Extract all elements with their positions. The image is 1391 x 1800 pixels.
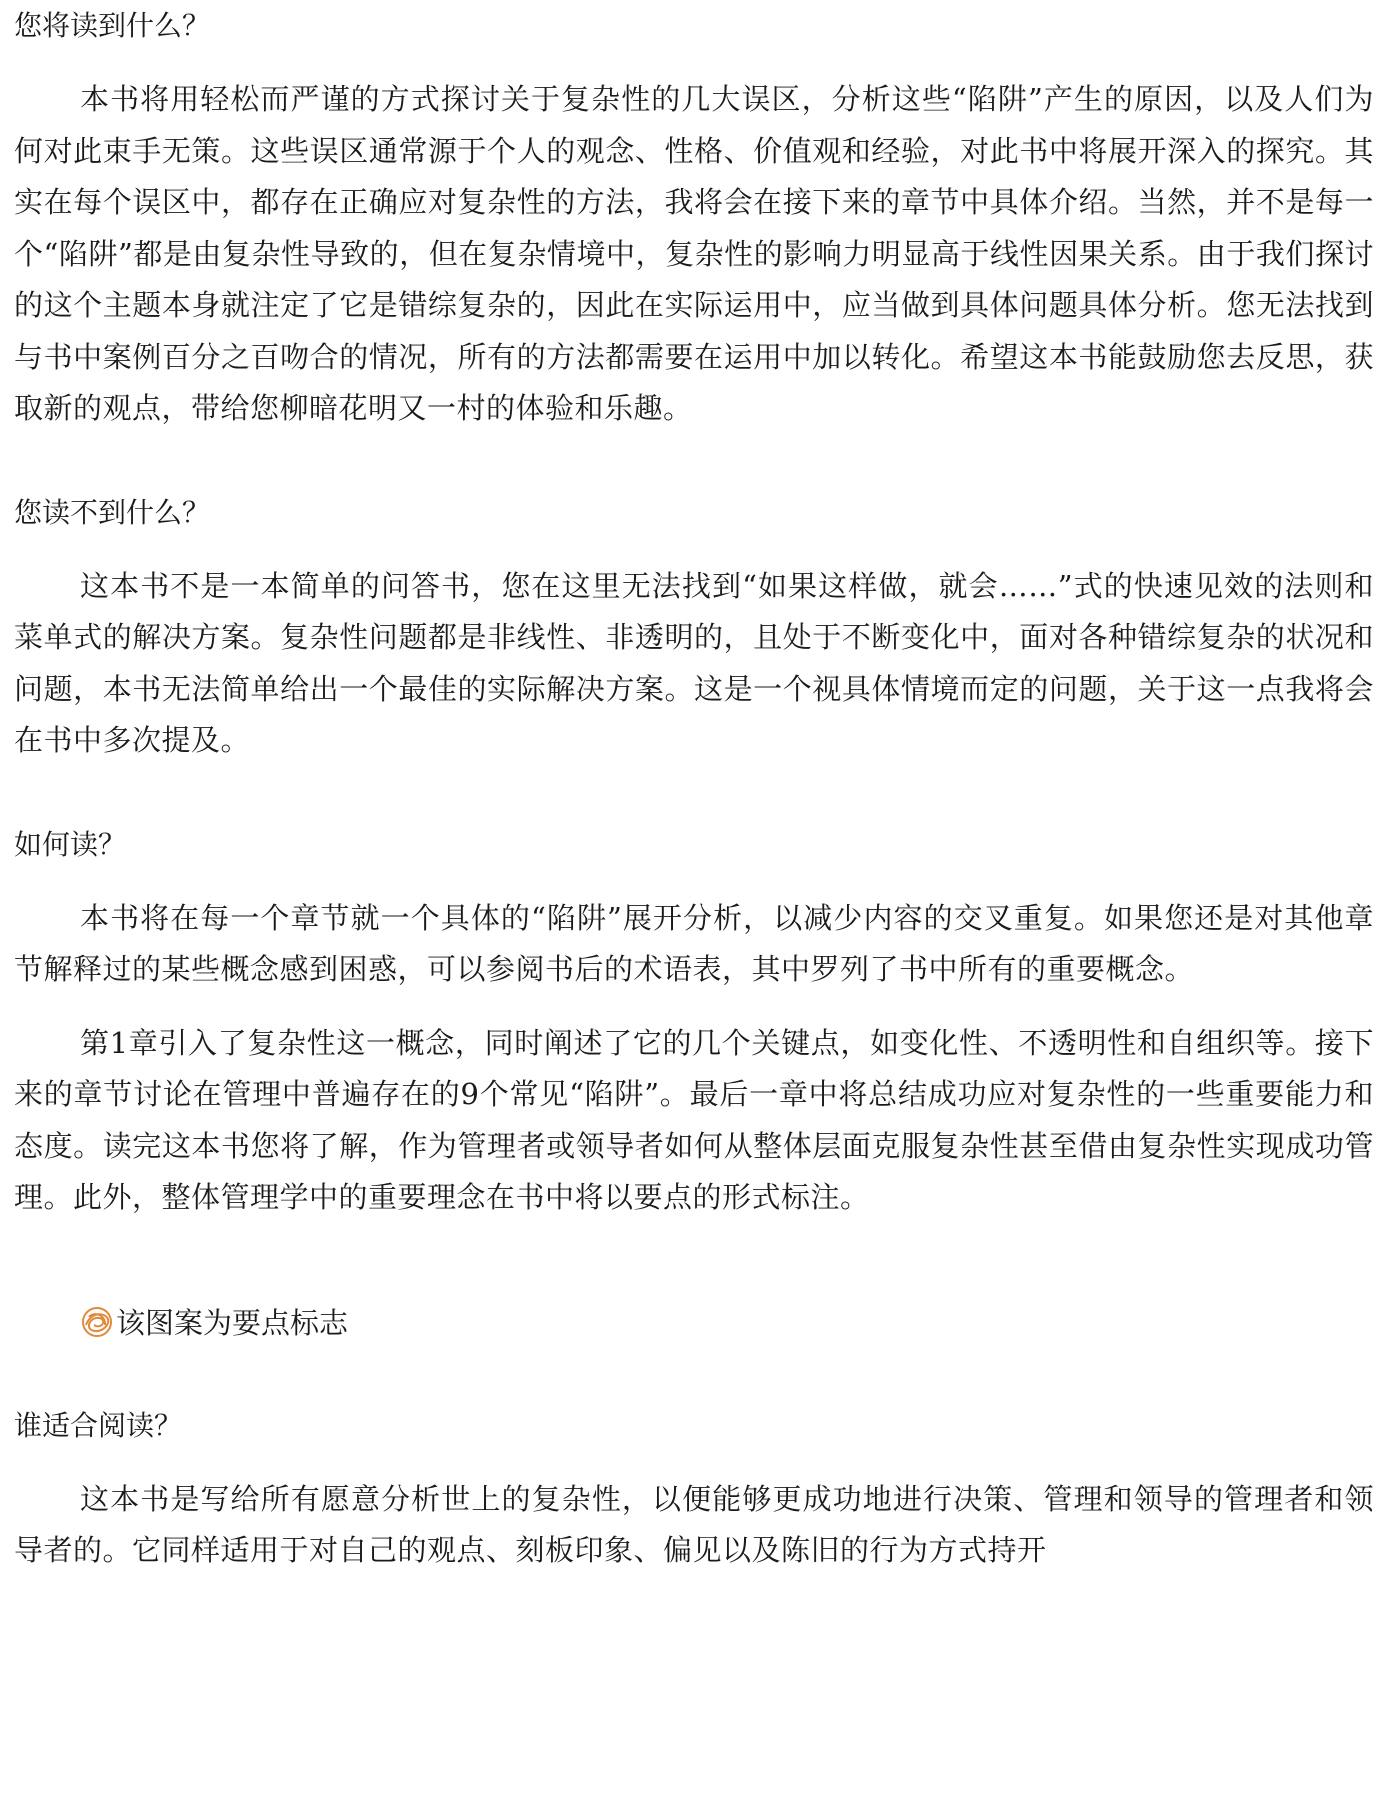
scribble-circle-icon [80,1305,114,1339]
paragraph: 本书将在每一个章节就一个具体的“陷阱”展开分析，以减少内容的交叉重复。如果您还是对其他章节解释过的某些概念感到困惑，可以参阅书后的术语表，其中罗列了书中所有的重要概念。 [14,900,1374,986]
keypoint-legend [80,1296,1374,1348]
paragraph: 第1章引入了复杂性这一概念，同时阐述了它的几个关键点，如变化性、不透明性和自组织等。接下来的章节讨论在管理中普遍存在的9个常见“陷阱”。最后一章中将总结成功应对复杂性的一些重要能力和态度。读完这本书您将了解，作为管理者或领导者如何从整体层面克服复杂性甚至借由复杂性实现成功管理。此外，整体管理学中的重要理念在书中将以要点的形式标注。 [14,1025,1374,1214]
section-heading-what-you-wont-read: 您读不到什么？ [14,495,211,529]
paragraph: 这本书不是一本简单的问答书，您在这里无法找到“如果这样做，就会……”式的快速见效的法则和菜单式的解决方案。复杂性问题都是非线性、非透明的，且处于不断变化中，面对各种错综复杂的状况和问题，本书无法简单给出一个最佳的实际解决方案。这是一个视具体情境而定的问题，关于这一点我将会在书中多次提及。 [14,568,1374,757]
section-heading-who-should-read: 谁适合阅读？ [14,1408,183,1442]
paragraph: 这本书是写给所有愿意分析世上的复杂性，以便能够更成功地进行决策、管理和领导的管理者和领导者的。它同样适用于对自己的观点、刻板印象、偏见以及陈旧的行为方式持开 [14,1481,1374,1567]
paragraph: 本书将用轻松而严谨的方式探讨关于复杂性的几大误区，分析这些“陷阱”产生的原因，以及人们为何对此束手无策。这些误区通常源于个人的观念、性格、价值观和经验，对此书中将展开深入的探究。其实在每个误区中，都存在正确应对复杂性的方法，我将会在接下来的章节中具体介绍。当然，并不是每一个“陷阱”都是由复杂性导致的，但在复杂情境中，复杂性的影响力明显高于线性因果关系。由于我们探讨的这个主题本身就注定了它是错综复杂的，因此在实际运用中，应当做到具体问题具体分析。您无法找到与书中案例百分之百吻合的情况，所有的方法都需要在运用中加以转化。希望这本书能鼓励您去反思，获取新的观点，带给您柳暗花明又一村的体验和乐趣。 [14,82,1374,425]
section-heading-how-to-read: 如何读？ [14,827,127,861]
keypoint-label: 该图案为要点标志 [116,1306,349,1340]
document-page [14,0,1374,1577]
section-heading-what-you-read: 您将读到什么？ [14,9,211,42]
